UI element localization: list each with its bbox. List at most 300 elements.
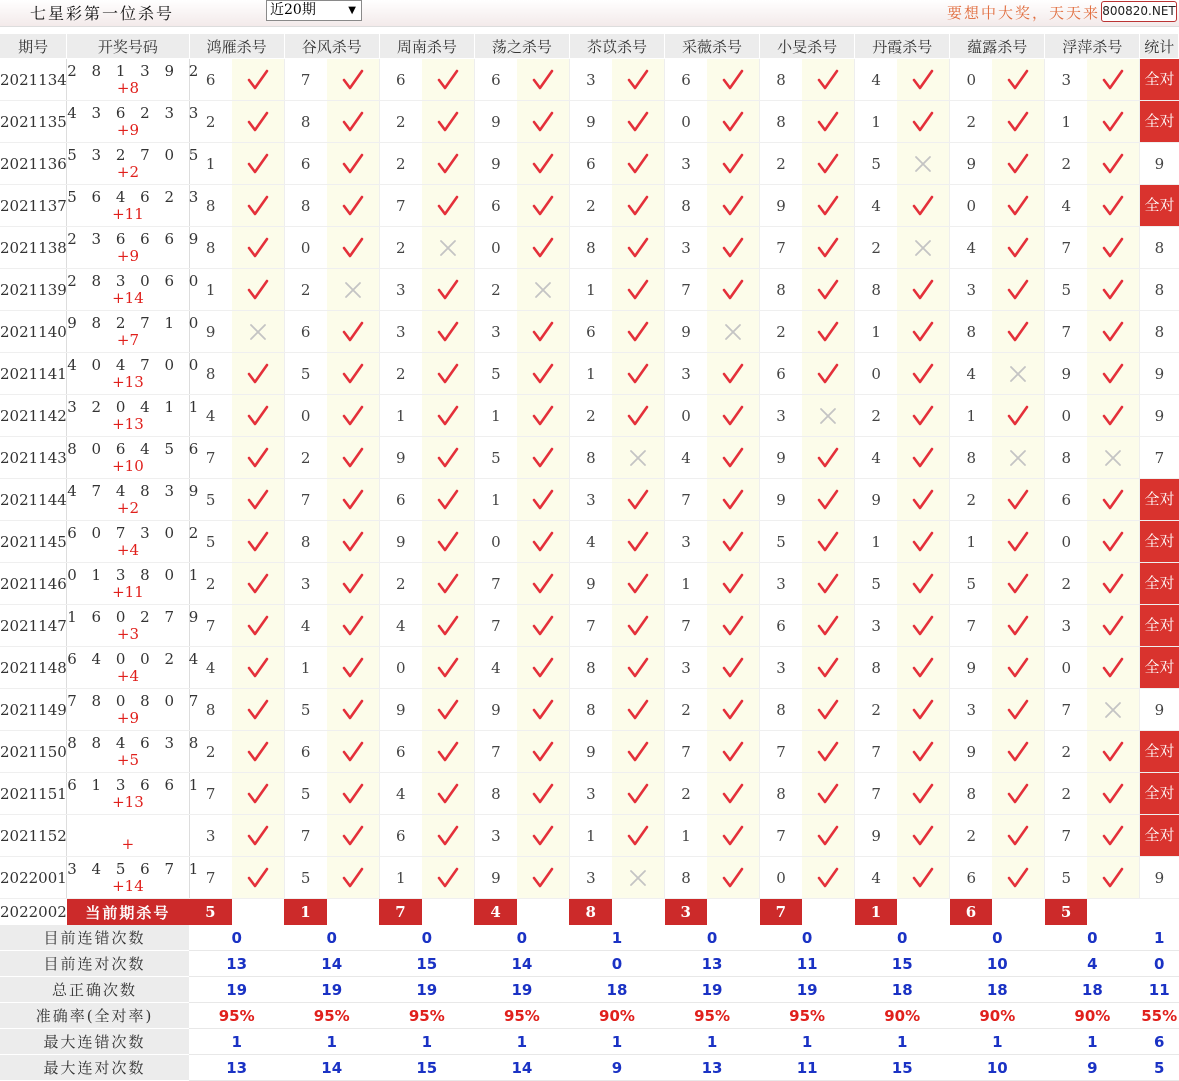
check-icon [436,741,460,763]
hit-mark [802,143,855,185]
summary-value: 15 [855,1055,950,1081]
check-icon [911,531,935,553]
kill-number: 7 [569,605,611,647]
kill-number: 9 [950,647,992,689]
draw-sum: +10 [112,456,144,475]
kill-number: 4 [665,437,707,479]
hit-mark [802,437,855,479]
hit-mark [707,143,760,185]
table-row [0,731,1179,773]
hit-mark [232,479,285,521]
kill-number: 7 [474,731,516,773]
hit-mark [612,311,665,353]
kill-number: 1 [379,395,421,437]
hit-mark [517,731,570,773]
table-row [0,143,1179,185]
summary-value: 14 [284,951,379,977]
hit-mark [707,773,760,815]
kill-number: 7 [760,227,802,269]
table-row [0,311,1179,353]
kill-number: 8 [1045,437,1087,479]
draw-numbers [67,101,204,143]
check-icon [1101,657,1125,679]
hit-mark [422,143,475,185]
kill-number: 5 [474,437,516,479]
draw-sum: +8 [116,78,139,97]
hit-mark [422,185,475,227]
miss-mark [992,437,1045,479]
issue-number: 2021145 [0,521,67,563]
kill-number: 8 [760,269,802,311]
issue-number: 2021146 [0,563,67,605]
hit-mark [992,143,1045,185]
current-kill-number: 1 [284,899,326,926]
kill-number: 8 [189,353,231,395]
hit-mark [517,563,570,605]
draw-sum: +13 [112,414,144,433]
hit-mark [992,689,1045,731]
summary-value: 15 [379,951,474,977]
kill-number: 2 [950,815,992,857]
summary-row [0,951,1179,977]
hit-mark [802,59,855,101]
draw-sum: +7 [116,330,139,349]
kill-number: 0 [1045,647,1087,689]
summary-value: 19 [284,977,379,1003]
summary-value: 13 [189,951,284,977]
check-icon [436,447,460,469]
kill-number: 2 [284,269,326,311]
kill-number: 8 [760,59,802,101]
check-icon [436,279,460,301]
current-kill-number: 8 [569,899,611,926]
hit-mark [422,269,475,311]
issue-number: 2021139 [0,269,67,311]
table-row [0,395,1179,437]
check-icon [246,615,270,637]
check-icon [816,783,840,805]
kill-number: 3 [569,59,611,101]
draw-digits: 2 8 3 0 6 0 [67,271,204,290]
kill-number: 9 [569,731,611,773]
kill-number: 9 [474,101,516,143]
all-correct-badge: 全对 [1140,605,1179,647]
draw-numbers [67,773,204,815]
summary-row [0,977,1179,1003]
hit-mark [992,731,1045,773]
kill-number: 8 [760,773,802,815]
table-row [0,185,1179,227]
column-header-expert: 小旻杀号 [760,34,855,59]
table-row [0,689,1179,731]
hit-mark [232,353,285,395]
check-icon [1006,405,1030,427]
summary-value: 0 [760,925,855,951]
check-icon [1101,573,1125,595]
current-kill-number: 5 [1045,899,1087,926]
column-header-stat: 统计 [1140,34,1179,59]
check-icon [626,321,650,343]
hit-mark [517,227,570,269]
kill-number: 9 [379,689,421,731]
check-icon [341,699,365,721]
hit-mark [1087,731,1140,773]
summary-value: 18 [1045,977,1140,1003]
current-kill-spacer [1087,899,1140,926]
kill-number: 7 [474,563,516,605]
hit-mark [327,311,380,353]
summary-value: 1 [665,1029,760,1055]
kill-number: 2 [474,269,516,311]
issue-number: 2021143 [0,437,67,479]
check-icon [911,573,935,595]
current-kill-spacer [897,899,950,926]
check-icon [531,699,555,721]
hit-mark [897,563,950,605]
check-icon [721,363,745,385]
kill-number: 8 [284,185,326,227]
check-icon [816,741,840,763]
check-icon [341,321,365,343]
kill-number: 5 [855,563,897,605]
hit-mark [897,815,950,857]
hit-mark [802,521,855,563]
draw-sum: +5 [116,750,139,769]
hit-mark [232,59,285,101]
draw-digits: 4 3 6 2 3 3 [67,103,204,122]
summary-row [0,925,1179,951]
check-icon [1101,531,1125,553]
summary-value: 15 [855,951,950,977]
draw-numbers [67,815,189,857]
kill-number: 2 [569,185,611,227]
hit-mark [1087,647,1140,689]
check-icon [816,321,840,343]
hit-mark [992,605,1045,647]
hit-mark [612,605,665,647]
kill-number: 2 [379,143,421,185]
hit-mark [422,731,475,773]
check-icon [1006,153,1030,175]
kill-number: 8 [569,227,611,269]
check-icon [436,153,460,175]
kill-number: 7 [665,605,707,647]
summary-stat-value: 5 [1140,1055,1179,1081]
kill-number: 5 [1045,857,1087,899]
hit-mark [707,689,760,731]
check-icon [911,363,935,385]
kill-number: 4 [189,395,231,437]
draw-sum: +9 [116,708,139,727]
hit-mark [612,185,665,227]
hit-mark [897,605,950,647]
all-correct-badge: 全对 [1140,521,1179,563]
check-icon [436,489,460,511]
kill-number: 3 [284,563,326,605]
correct-count: 9 [1140,143,1179,185]
check-icon [531,783,555,805]
all-correct-badge: 全对 [1140,563,1179,605]
check-icon [531,447,555,469]
hit-mark [802,689,855,731]
check-icon [626,69,650,91]
check-icon [436,783,460,805]
issue-number: 2021144 [0,479,67,521]
kill-number: 9 [189,311,231,353]
kill-number: 8 [569,437,611,479]
column-header-expert: 荡之杀号 [474,34,569,59]
kill-number: 2 [1045,143,1087,185]
kill-number: 3 [665,521,707,563]
hit-mark [612,59,665,101]
check-icon [911,321,935,343]
hit-mark [422,815,475,857]
page-title: 七星彩第一位杀号 [30,4,175,23]
check-icon [246,573,270,595]
hit-mark [422,689,475,731]
site-badge[interactable]: 800820.NET [1101,1,1177,22]
kill-number: 7 [1045,689,1087,731]
kill-number: 5 [855,143,897,185]
correct-count: 7 [1140,437,1179,479]
kill-number: 0 [474,227,516,269]
current-issue-row [0,899,1179,926]
current-kill-spacer [707,899,760,926]
kill-number: 2 [855,395,897,437]
draw-numbers [67,227,204,269]
all-correct-badge: 全对 [1140,101,1179,143]
summary-value: 10 [950,1055,1045,1081]
summary-value: 1 [189,1029,284,1055]
check-icon [1101,237,1125,259]
period-select-value: 近20期 [270,2,316,18]
summary-value: 1 [379,1029,474,1055]
hit-mark [707,605,760,647]
hit-mark [327,227,380,269]
table-header-row [0,34,1179,59]
check-icon [1006,867,1030,889]
check-icon [626,279,650,301]
summary-value: 18 [950,977,1045,1003]
hit-mark [897,395,950,437]
kill-number: 3 [1045,59,1087,101]
check-icon [816,615,840,637]
cross-icon [911,237,935,259]
kill-number: 3 [855,605,897,647]
kill-number: 7 [189,605,231,647]
issue-number: 2021137 [0,185,67,227]
draw-digits: 6 1 3 6 6 1 [67,775,204,794]
kill-number: 5 [950,563,992,605]
column-header-expert: 蕴露杀号 [950,34,1045,59]
kill-number: 6 [760,353,802,395]
hit-mark [707,59,760,101]
check-icon [531,615,555,637]
kill-number: 6 [760,605,802,647]
kill-number: 7 [760,815,802,857]
kill-number: 2 [189,101,231,143]
cross-icon [531,279,555,301]
summary-value: 95% [189,1003,284,1029]
draw-sum: +11 [112,204,144,223]
kill-number: 3 [569,857,611,899]
hit-mark [992,563,1045,605]
hit-mark [1087,311,1140,353]
draw-numbers [67,143,204,185]
hit-mark [1087,857,1140,899]
check-icon [246,405,270,427]
check-icon [911,783,935,805]
hit-mark [232,857,285,899]
miss-mark [612,437,665,479]
draw-numbers [67,269,204,311]
hit-mark [517,437,570,479]
draw-digits: 9 8 2 7 1 0 [67,313,204,332]
kill-number: 8 [189,185,231,227]
draw-digits: 1 6 0 2 7 9 [67,607,204,626]
kill-number: 1 [665,563,707,605]
hit-mark [327,605,380,647]
check-icon [341,405,365,427]
hit-mark [1087,143,1140,185]
summary-label: 准确率(全对率) [0,1003,189,1029]
draw-numbers [67,521,204,563]
kill-number: 3 [665,647,707,689]
table-row [0,353,1179,395]
kill-number: 8 [760,101,802,143]
hit-mark [422,857,475,899]
hit-mark [232,101,285,143]
hit-mark [707,269,760,311]
kill-number: 8 [855,647,897,689]
draw-numbers [67,731,204,773]
kill-number: 9 [760,479,802,521]
check-icon [721,195,745,217]
hit-mark [612,353,665,395]
hit-mark [422,353,475,395]
check-icon [626,615,650,637]
kill-number: 3 [665,143,707,185]
hit-mark [1087,101,1140,143]
check-icon [1101,195,1125,217]
check-icon [911,447,935,469]
hit-mark [897,479,950,521]
draw-sum: +2 [116,498,139,517]
check-icon [246,531,270,553]
check-icon [721,153,745,175]
kill-number: 4 [474,647,516,689]
check-icon [721,531,745,553]
hit-mark [897,773,950,815]
check-icon [1101,111,1125,133]
miss-mark [612,857,665,899]
check-icon [1006,699,1030,721]
hit-mark [707,479,760,521]
kill-number: 1 [855,101,897,143]
cross-icon [1006,363,1030,385]
check-icon [721,405,745,427]
hit-mark [232,689,285,731]
kill-number: 4 [950,227,992,269]
check-icon [341,447,365,469]
check-icon [911,615,935,637]
hit-mark [1087,269,1140,311]
kill-number: 1 [950,395,992,437]
kill-number: 3 [379,269,421,311]
hit-mark [897,311,950,353]
check-icon [341,153,365,175]
hit-mark [707,521,760,563]
check-icon [246,657,270,679]
draw-numbers [67,479,204,521]
kill-number: 7 [760,731,802,773]
kill-number: 6 [1045,479,1087,521]
draw-digits: 5 3 2 7 0 5 [67,145,204,164]
hit-mark [897,857,950,899]
draw-numbers [67,311,204,353]
kill-number: 1 [855,521,897,563]
hit-mark [802,731,855,773]
kill-number: 2 [760,311,802,353]
hit-mark [992,227,1045,269]
hit-mark [992,185,1045,227]
kill-number: 4 [379,773,421,815]
summary-value: 10 [950,951,1045,977]
check-icon [341,825,365,847]
all-correct-badge: 全对 [1140,815,1179,857]
summary-stat-value: 0 [1140,951,1179,977]
kill-number: 2 [379,101,421,143]
kill-number: 0 [665,101,707,143]
correct-count: 8 [1140,269,1179,311]
cross-icon [816,405,840,427]
kill-number: 2 [284,437,326,479]
kill-number: 8 [189,227,231,269]
draw-sum: +4 [116,540,139,559]
summary-value: 19 [379,977,474,1003]
summary-value: 19 [474,977,569,1003]
check-icon [341,573,365,595]
hit-mark [1087,773,1140,815]
hit-mark [802,563,855,605]
check-icon [626,489,650,511]
hit-mark [327,689,380,731]
check-icon [341,489,365,511]
check-icon [1006,195,1030,217]
kill-number: 3 [950,269,992,311]
kill-number: 7 [284,479,326,521]
summary-value: 95% [760,1003,855,1029]
check-icon [246,111,270,133]
check-icon [436,363,460,385]
period-select[interactable] [266,0,362,21]
column-header-draw: 开奖号码 [67,34,189,59]
kill-number: 2 [855,689,897,731]
hit-mark [422,563,475,605]
summary-stat-value: 11 [1140,977,1179,1003]
column-header-expert: 浮萍杀号 [1045,34,1140,59]
hit-mark [422,101,475,143]
check-icon [1101,321,1125,343]
summary-value: 1 [569,1029,664,1055]
issue-number: 2021140 [0,311,67,353]
kill-number: 1 [284,647,326,689]
kill-number: 6 [665,59,707,101]
kill-number: 2 [569,395,611,437]
kill-number: 1 [474,479,516,521]
check-icon [1006,69,1030,91]
check-icon [246,867,270,889]
